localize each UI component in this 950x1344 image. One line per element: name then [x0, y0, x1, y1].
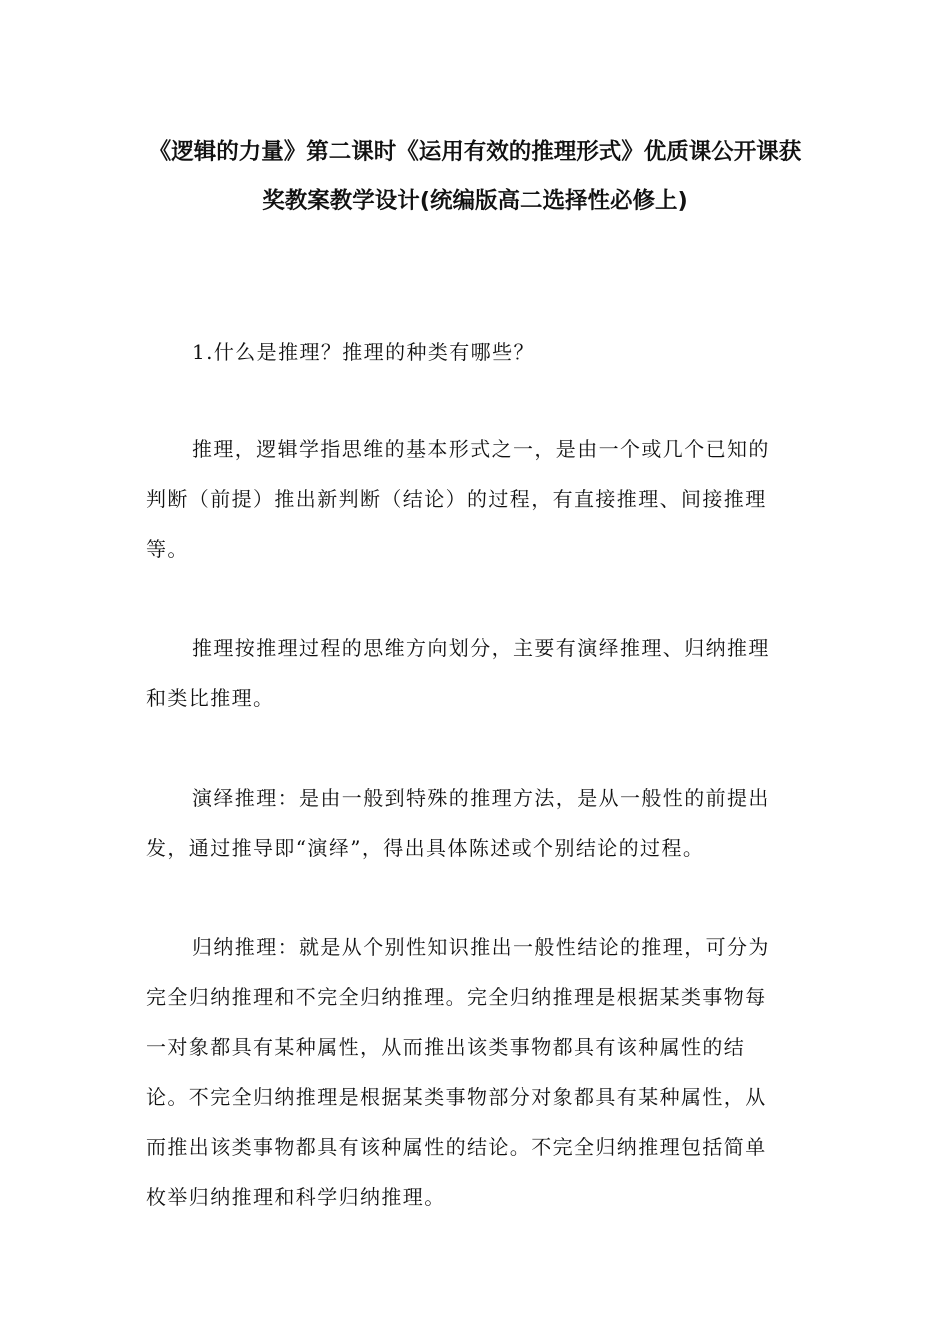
paragraph-inductive-reasoning [146, 922, 806, 1222]
paragraph-line: 发，通过推导即“演绎”，得出具体陈述或个别结论的过程。 [146, 836, 705, 860]
paragraph-line: 等。 [146, 537, 189, 561]
paragraph-line: 一对象都具有某种属性，从而推出该类事物都具有该种属性的结 [146, 1035, 746, 1059]
paragraph-reasoning-types [146, 623, 806, 723]
paragraph-line: 判断（前提）推出新判断（结论）的过程，有直接推理、间接推理 [146, 487, 767, 511]
paragraph-line: 推理按推理过程的思维方向划分，主要有演绎推理、归纳推理 [192, 636, 770, 660]
paragraph-line: 和类比推理。 [146, 686, 275, 710]
paragraph-line: 归纳推理：就是从个别性知识推出一般性结论的推理，可分为 [192, 935, 770, 959]
title-line-1: 《逻辑的力量》第二课时《运用有效的推理形式》优质课公开课获 [148, 139, 802, 165]
question-heading [146, 327, 806, 377]
paragraph-line: 枚举归纳推理和科学归纳推理。 [146, 1185, 446, 1209]
title-line-2: 奖教案教学设计(统编版高二选择性必修上) [262, 188, 688, 214]
paragraph-line: 推理，逻辑学指思维的基本形式之一，是由一个或几个已知的 [192, 437, 770, 461]
paragraph-deductive-reasoning [146, 773, 806, 873]
paragraph-line: 论。不完全归纳推理是根据某类事物部分对象都具有某种属性，从 [146, 1085, 767, 1109]
paragraph-line: 1.什么是推理？推理的种类有哪些？ [192, 340, 535, 364]
document-title [120, 128, 830, 226]
paragraph-line: 完全归纳推理和不完全归纳推理。完全归纳推理是根据某类事物每 [146, 985, 767, 1009]
paragraph-reasoning-definition [146, 424, 806, 574]
paragraph-line: 而推出该类事物都具有该种属性的结论。不完全归纳推理包括简单 [146, 1135, 767, 1159]
paragraph-line: 演绎推理：是由一般到特殊的推理方法，是从一般性的前提出 [192, 786, 770, 810]
